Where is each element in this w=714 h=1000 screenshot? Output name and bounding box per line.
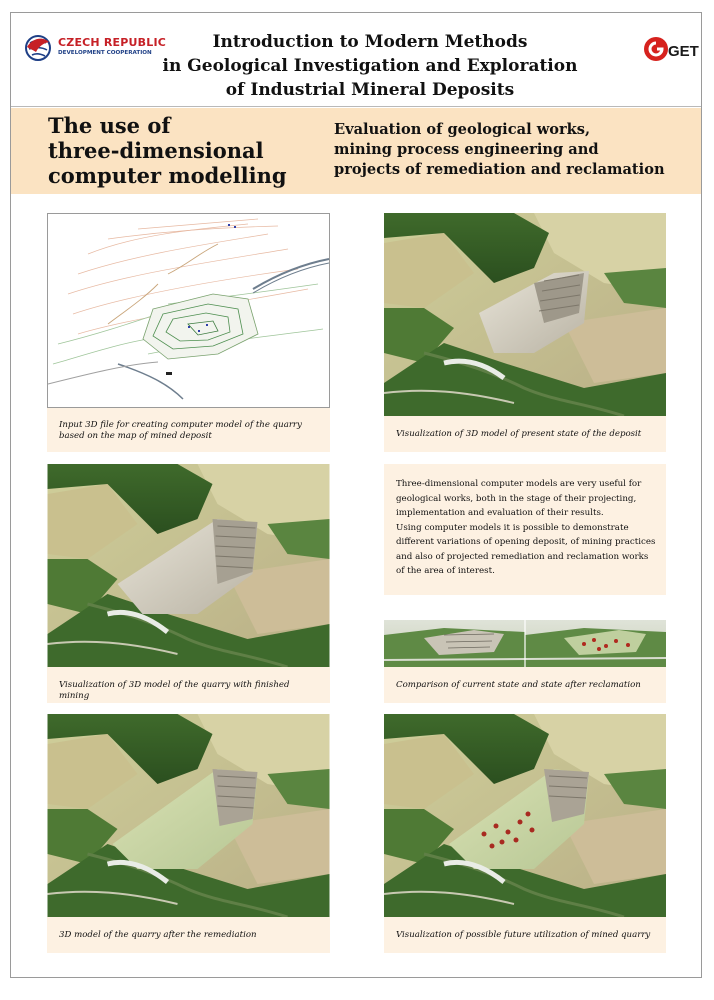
description-line: implementation and evaluation of their results. <box>396 508 604 518</box>
section-heading <box>48 113 287 188</box>
poster-title <box>150 30 590 102</box>
description-line: Using computer models it is possible to demonstrate <box>396 522 629 533</box>
caption-comparison: Comparison of current state and state after reclamation <box>384 667 666 703</box>
caption-after-remediation: 3D model of the quarry after the remediation <box>47 917 330 953</box>
section-heading-line: The use of <box>48 113 171 138</box>
header-divider <box>11 106 701 107</box>
get-logo <box>642 34 699 64</box>
caption-present-state: Visualization of 3D model of present state of the deposit <box>384 416 666 452</box>
get-logo-text: GET <box>668 43 699 60</box>
contour-map-image <box>47 213 330 408</box>
present-state-render <box>384 213 666 416</box>
description-text <box>384 464 666 595</box>
description-line: Three-dimensional computer models are very useful for <box>396 479 642 489</box>
description-line: and also of projected remediation and reclamation works <box>396 551 649 562</box>
poster-title-line: of Industrial Mineral Deposits <box>225 80 515 100</box>
section-subheading-line: projects of remediation and reclamation <box>334 161 665 178</box>
after-remediation-render <box>47 714 330 917</box>
finished-mining-render <box>47 464 330 667</box>
czech-development-cooperation-logo <box>24 34 167 64</box>
poster-title-line: in Geological Investigation and Exploration <box>162 56 578 76</box>
description-line: of the area of interest. <box>396 566 495 576</box>
description-line: geological works, both in the stage of their projecting, <box>396 493 637 504</box>
section-heading-line: computer modelling <box>48 163 287 188</box>
poster-title-line: Introduction to Modern Methods <box>212 32 528 52</box>
caption-future-use: Visualization of possible future utilization of mined quarry <box>384 917 666 953</box>
topic-band <box>11 108 701 194</box>
description-line: different variations of opening deposit, of mining practices <box>396 537 656 547</box>
section-subheading-line: Evaluation of geological works, <box>334 121 591 138</box>
section-subheading-line: mining process engineering and <box>334 141 599 158</box>
section-subheading <box>334 120 665 180</box>
comparison-render <box>384 620 666 667</box>
caption-input-map <box>47 408 330 452</box>
future-utilization-render <box>384 714 666 917</box>
caption-line: Input 3D file for creating computer model of the quarry <box>59 420 302 430</box>
logo-subtitle: DEVELOPMENT COOPERATION <box>58 50 152 56</box>
globe-icon <box>24 34 52 62</box>
caption-line: based on the map of mined deposit <box>59 431 212 441</box>
section-heading-line: three-dimensional <box>48 138 264 163</box>
caption-finished-mining: Visualization of 3D model of the quarry with finished mining <box>47 667 330 703</box>
logo-title: CZECH REPUBLIC <box>58 36 167 49</box>
